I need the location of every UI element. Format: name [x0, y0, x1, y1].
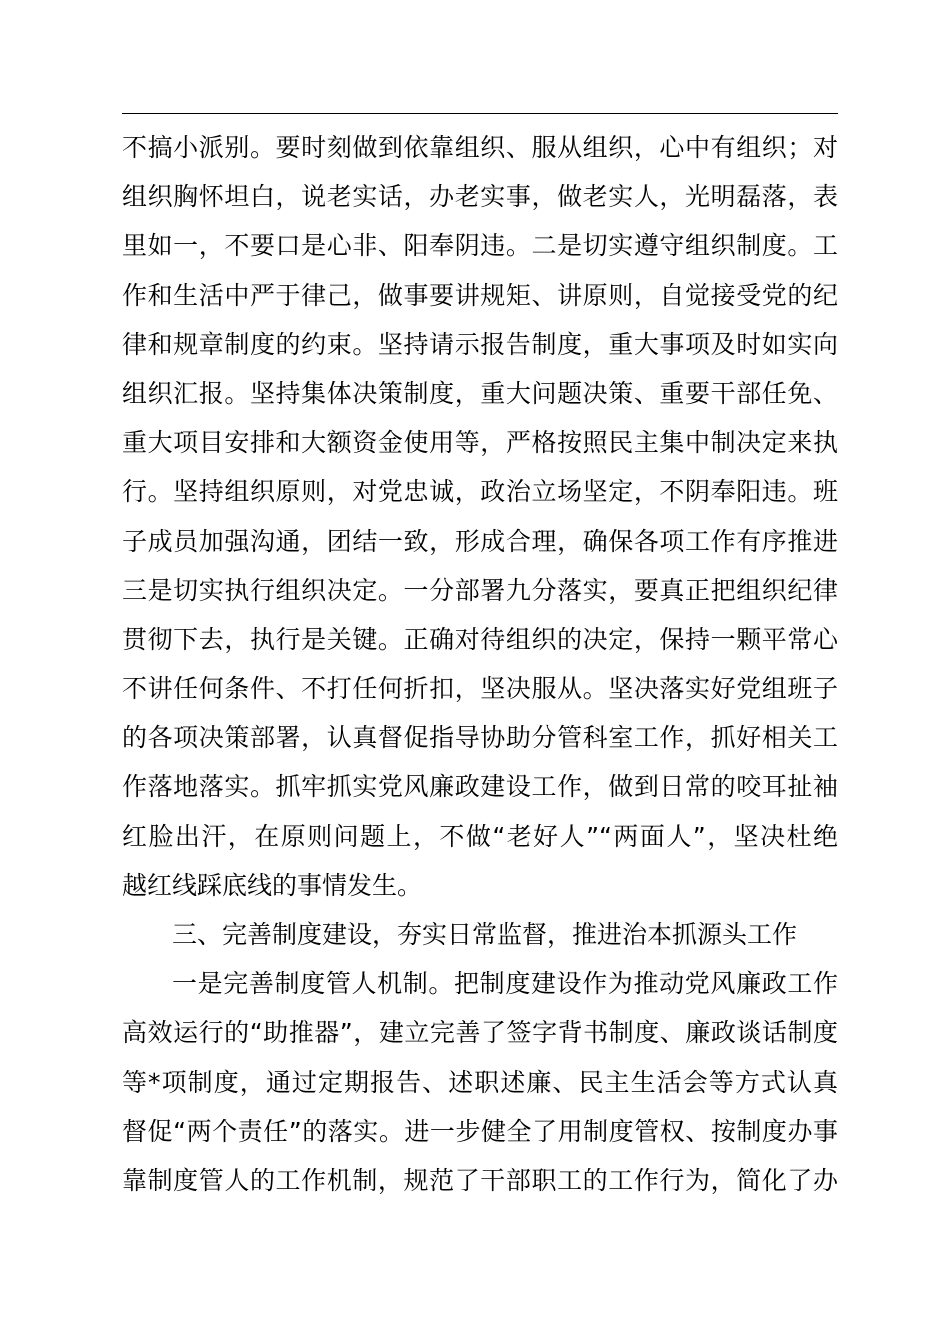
paragraph-start-line: 一是完善制度管人机制。把制度建设作为推动党风廉政工作 — [172, 969, 838, 999]
text-line: 高效运行的“助推器”，建立完善了签字背书制度、廉政谈话制度 — [122, 1018, 838, 1048]
text-line: 组织胸怀坦白，说老实话，办老实事，做老实人，光明磊落，表 — [122, 182, 838, 212]
text-line: 红脸出汗，在原则问题上，不做“老好人”“两面人”，坚决杜绝 — [122, 821, 838, 851]
text-line: 的各项决策部署，认真督促指导协助分管科室工作，抓好相关工 — [122, 723, 838, 753]
text-line: 行。坚持组织原则，对党忠诚，政治立场坚定，不阴奉阳违。班 — [122, 477, 838, 507]
text-line: 等*项制度，通过定期报告、述职述廉、民主生活会等方式认真 — [122, 1067, 838, 1097]
text-line: 不讲任何条件、不打任何折扣，坚决服从。坚决落实好党组班子 — [122, 674, 838, 704]
text-line: 作落地落实。抓牢抓实党风廉政建设工作，做到日常的咬耳扯袖 — [122, 772, 838, 802]
text-line: 里如一，不要口是心非、阳奉阴违。二是切实遵守组织制度。工 — [122, 231, 838, 261]
section-heading: 三、完善制度建设，夯实日常监督，推进治本抓源头工作 — [172, 920, 798, 949]
text-line: 三是切实执行组织决定。一分部署九分落实，要真正把组织纪律 — [122, 575, 838, 605]
text-line: 律和规章制度的约束。坚持请示报告制度，重大事项及时如实向 — [122, 329, 838, 359]
text-line: 组织汇报。坚持集体决策制度，重大问题决策、重要干部任免、 — [122, 378, 838, 408]
text-line: 贯彻下去，执行是关键。正确对待组织的决定，保持一颗平常心 — [122, 624, 838, 654]
text-line: 作和生活中严于律己，做事要讲规矩、讲原则，自觉接受党的纪 — [122, 280, 838, 310]
header-rule — [122, 113, 838, 114]
document-body — [122, 123, 838, 1205]
text-line: 子成员加强沟通，团结一致，形成合理，确保各项工作有序推进 — [122, 526, 838, 556]
text-line: 不搞小派别。要时刻做到依靠组织、服从组织，心中有组织；对 — [122, 133, 838, 162]
text-line: 督促“两个责任”的落实。进一步健全了用制度管权、按制度办事 — [122, 1116, 838, 1146]
paragraph-end-line: 越红线踩底线的事情发生。 — [122, 870, 423, 900]
text-line: 靠制度管人的工作机制，规范了干部职工的工作行为，简化了办 — [122, 1165, 838, 1195]
text-line: 重大项目安排和大额资金使用等，严格按照民主集中制决定来执 — [122, 428, 838, 458]
